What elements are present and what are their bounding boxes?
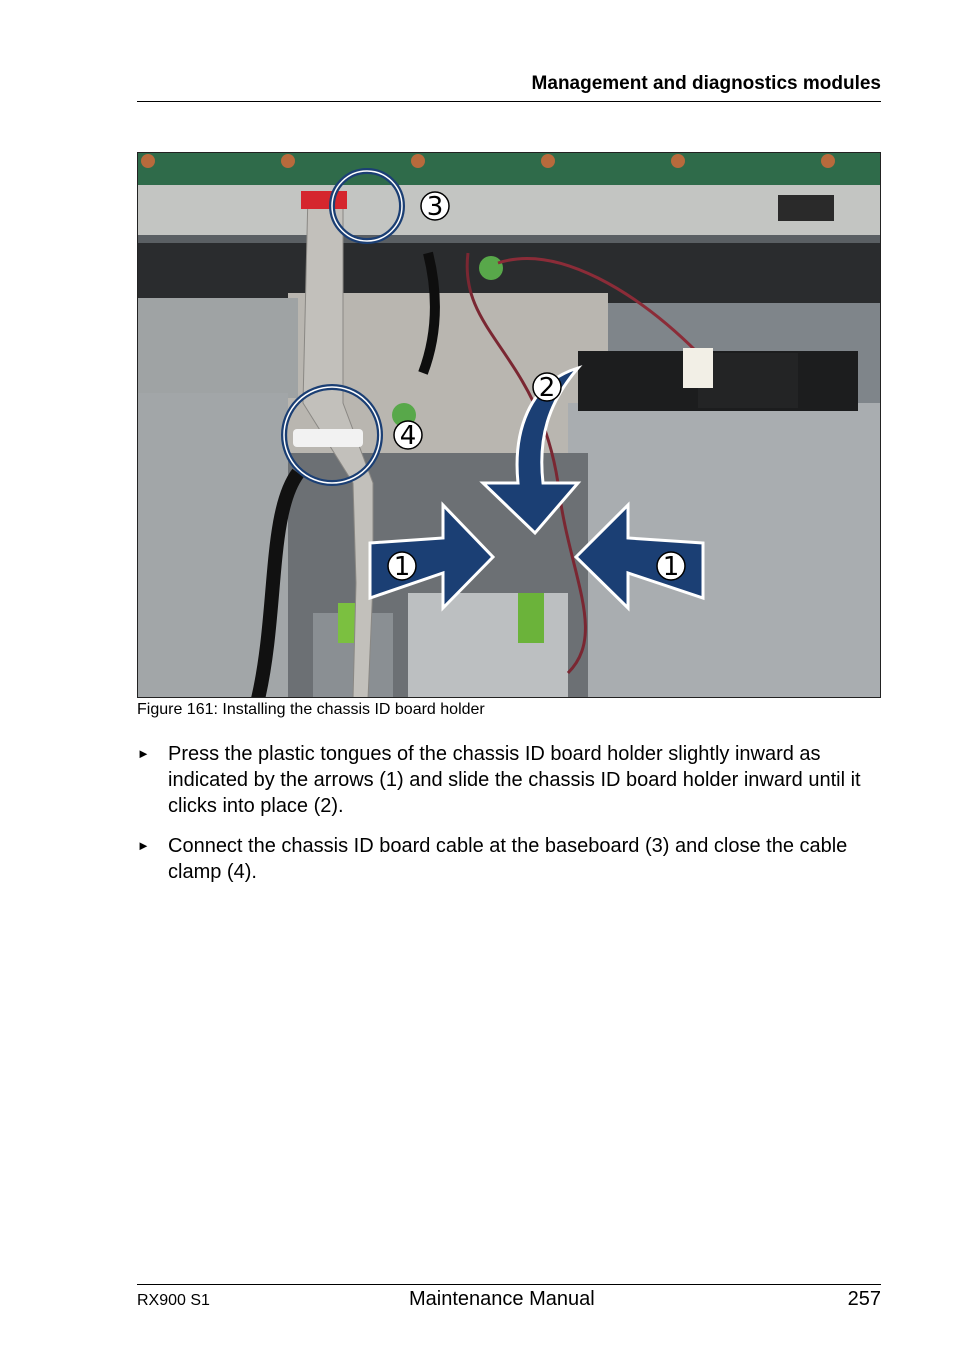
svg-text:4: 4 [399, 421, 417, 451]
figure-illustration [138, 153, 881, 698]
footer-model: RX900 S1 [137, 1292, 210, 1309]
svg-text:2: 2 [538, 373, 556, 403]
footer-rule [137, 1284, 881, 1285]
figure-caption: Figure 161: Installing the chassis ID board holder [137, 701, 485, 718]
metal-rail [138, 185, 881, 240]
step-text: Press the plastic tongues of the chassis ID board holder slightly inward as indicated by the arrows (1) and slide the chassis ID board holder inward until it clicks into place (2). [168, 743, 861, 817]
svg-text:1: 1 [393, 552, 411, 582]
bullet-arrow-icon: ► [137, 746, 150, 761]
footer-manual-title: Maintenance Manual [409, 1288, 595, 1310]
bullet-arrow-icon: ► [137, 838, 150, 853]
page-number: 257 [847, 1288, 881, 1310]
step-item [137, 833, 881, 885]
instruction-steps [137, 741, 881, 899]
step-text: Connect the chassis ID board cable at the baseboard (3) and close the cable clamp (4). [168, 835, 848, 883]
figure-photo [137, 152, 881, 698]
svg-text:1: 1 [662, 552, 680, 582]
header-rule [137, 101, 881, 102]
page-header-title: Management and diagnostics modules [531, 73, 881, 94]
svg-text:3: 3 [426, 192, 444, 222]
step-item [137, 741, 881, 819]
